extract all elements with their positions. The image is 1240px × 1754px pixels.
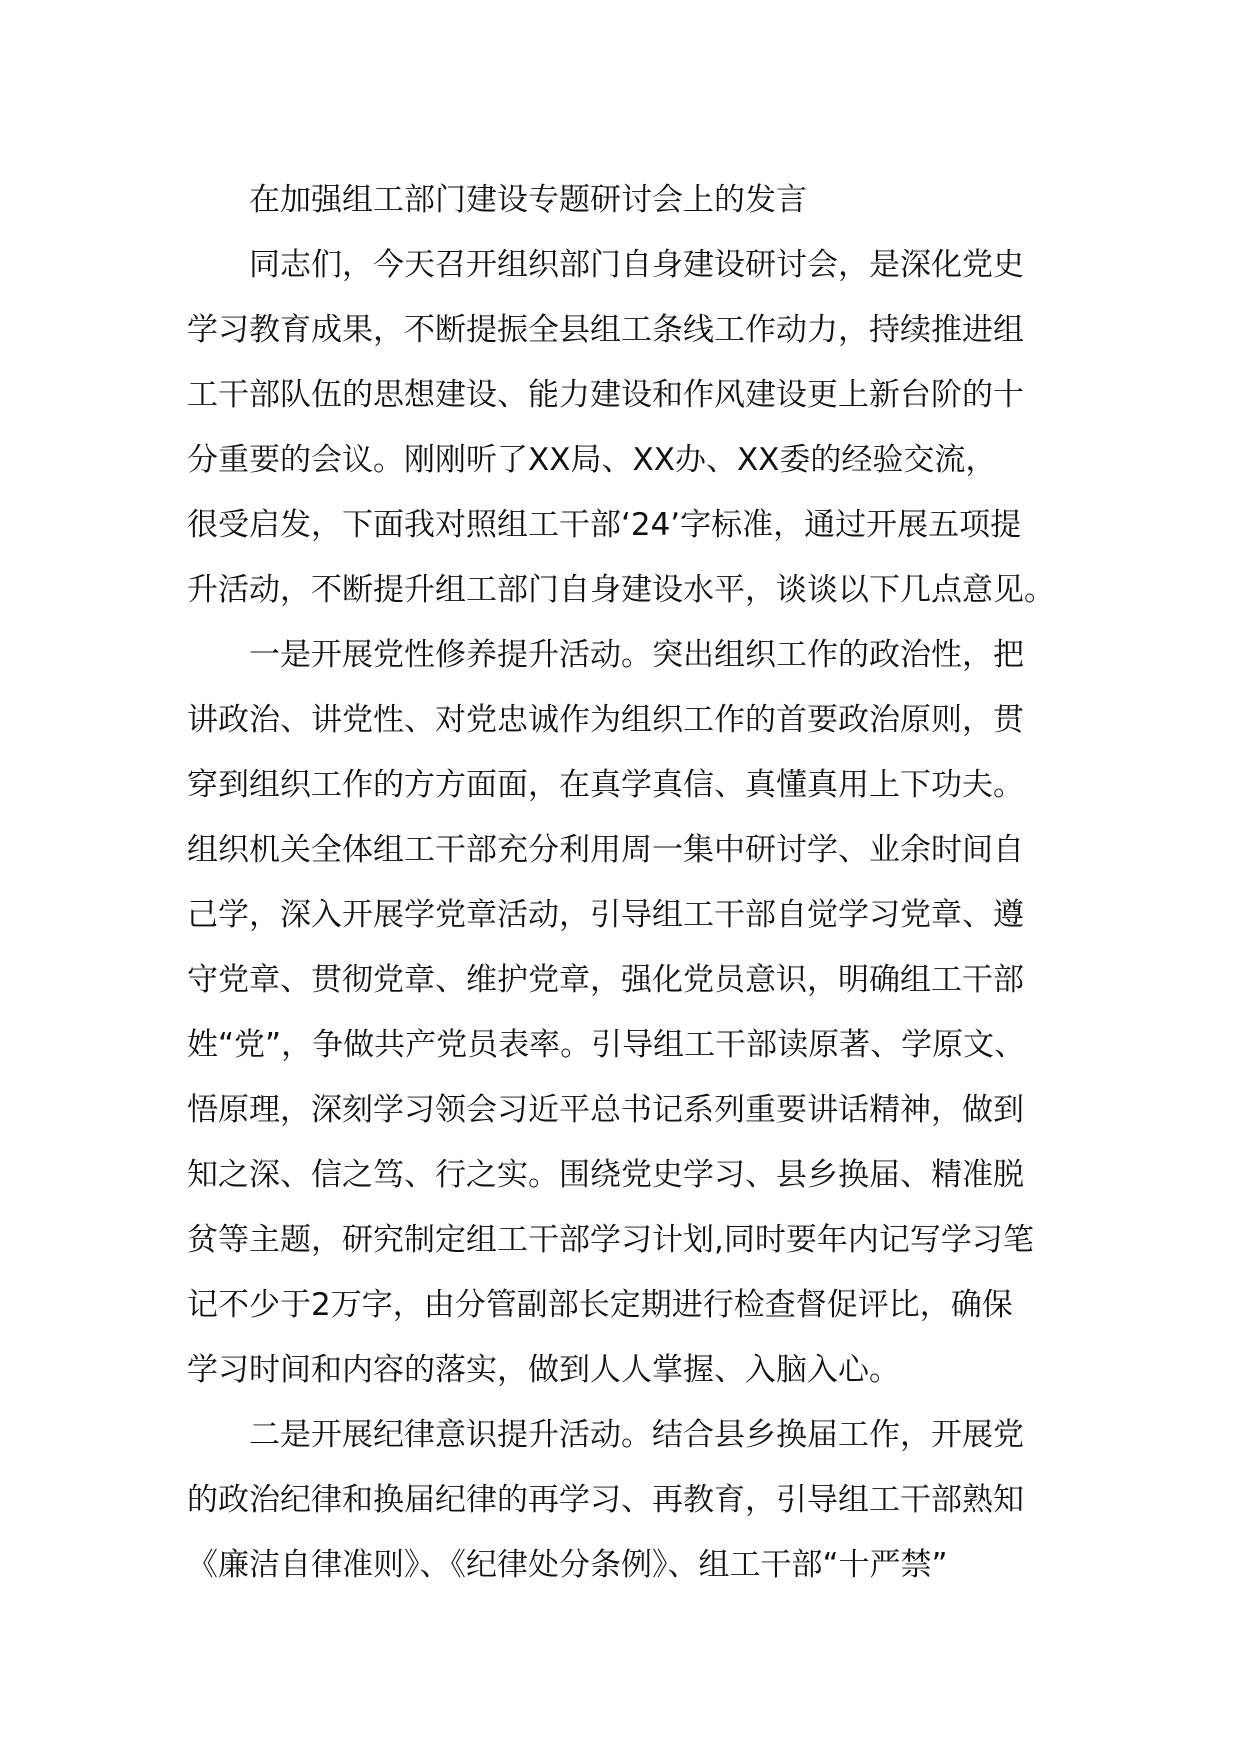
paragraph-line: 贫等主题，研究制定组工干部学习计划,同时要年内记写学习笔 bbox=[187, 1222, 1034, 1258]
paragraph-line: 同志们，今天召开组织部门自身建设研讨会，是深化党史 bbox=[249, 247, 1024, 283]
paragraph-line: 姓“党”，争做共产党员表率。引导组工干部读原著、学原文、 bbox=[187, 1027, 1026, 1063]
paragraph-line: 的政治纪律和换届纪律的再学习、再教育，引导组工干部熟知 bbox=[187, 1482, 1024, 1518]
paragraph-line: 《廉洁自律准则》、《纪律处分条例》、组工干部“十严禁” bbox=[187, 1547, 948, 1583]
paragraph-line: 穿到组织工作的方方面面，在真学真信、真懂真用上下功夫。 bbox=[187, 767, 1024, 803]
paragraph-line: 己学，深入开展学党章活动，引导组工干部自觉学习党章、遵 bbox=[187, 897, 1024, 933]
paragraph-line: 工干部队伍的思想建设、能力建设和作风建设更上新台阶的十 bbox=[187, 377, 1024, 413]
paragraph-line: 分重要的会议。刚刚听了XX局、XX办、XX委的经验交流， bbox=[187, 442, 997, 478]
paragraph-line: 知之深、信之笃、行之实。围绕党史学习、县乡换届、精准脱 bbox=[187, 1157, 1024, 1193]
document-body bbox=[187, 168, 1067, 1598]
paragraph-line: 学习教育成果，不断提振全县组工条线工作动力，持续推进组 bbox=[187, 312, 1024, 348]
paragraph-line: 很受启发，下面我对照组工干部‘24’字标准，通过开展五项提 bbox=[187, 507, 1022, 543]
document-title: 在加强组工部门建设专题研讨会上的发言 bbox=[249, 182, 807, 218]
paragraph-line: 讲政治、讲党性、对党忠诚作为组织工作的首要政治原则，贯 bbox=[187, 702, 1024, 738]
paragraph-line: 组织机关全体组工干部充分利用周一集中研讨学、业余时间自 bbox=[187, 832, 1024, 868]
paragraph-line: 守党章、贯彻党章、维护党章，强化党员意识，明确组工干部 bbox=[187, 962, 1024, 998]
paragraph-line: 记不少于2万字，由分管副部长定期进行检查督促评比，确保 bbox=[187, 1287, 1013, 1323]
paragraph-line: 升活动，不断提升组工部门自身建设水平，谈谈以下几点意见。 bbox=[187, 572, 1055, 608]
paragraph-line: 一是开展党性修养提升活动。突出组织工作的政治性，把 bbox=[249, 637, 1024, 673]
paragraph-line: 学习时间和内容的落实，做到人人掌握、入脑入心。 bbox=[187, 1352, 900, 1388]
paragraph-line: 悟原理，深刻学习领会习近平总书记系列重要讲话精神，做到 bbox=[187, 1092, 1024, 1128]
paragraph-line: 二是开展纪律意识提升活动。结合县乡换届工作，开展党 bbox=[249, 1417, 1024, 1453]
